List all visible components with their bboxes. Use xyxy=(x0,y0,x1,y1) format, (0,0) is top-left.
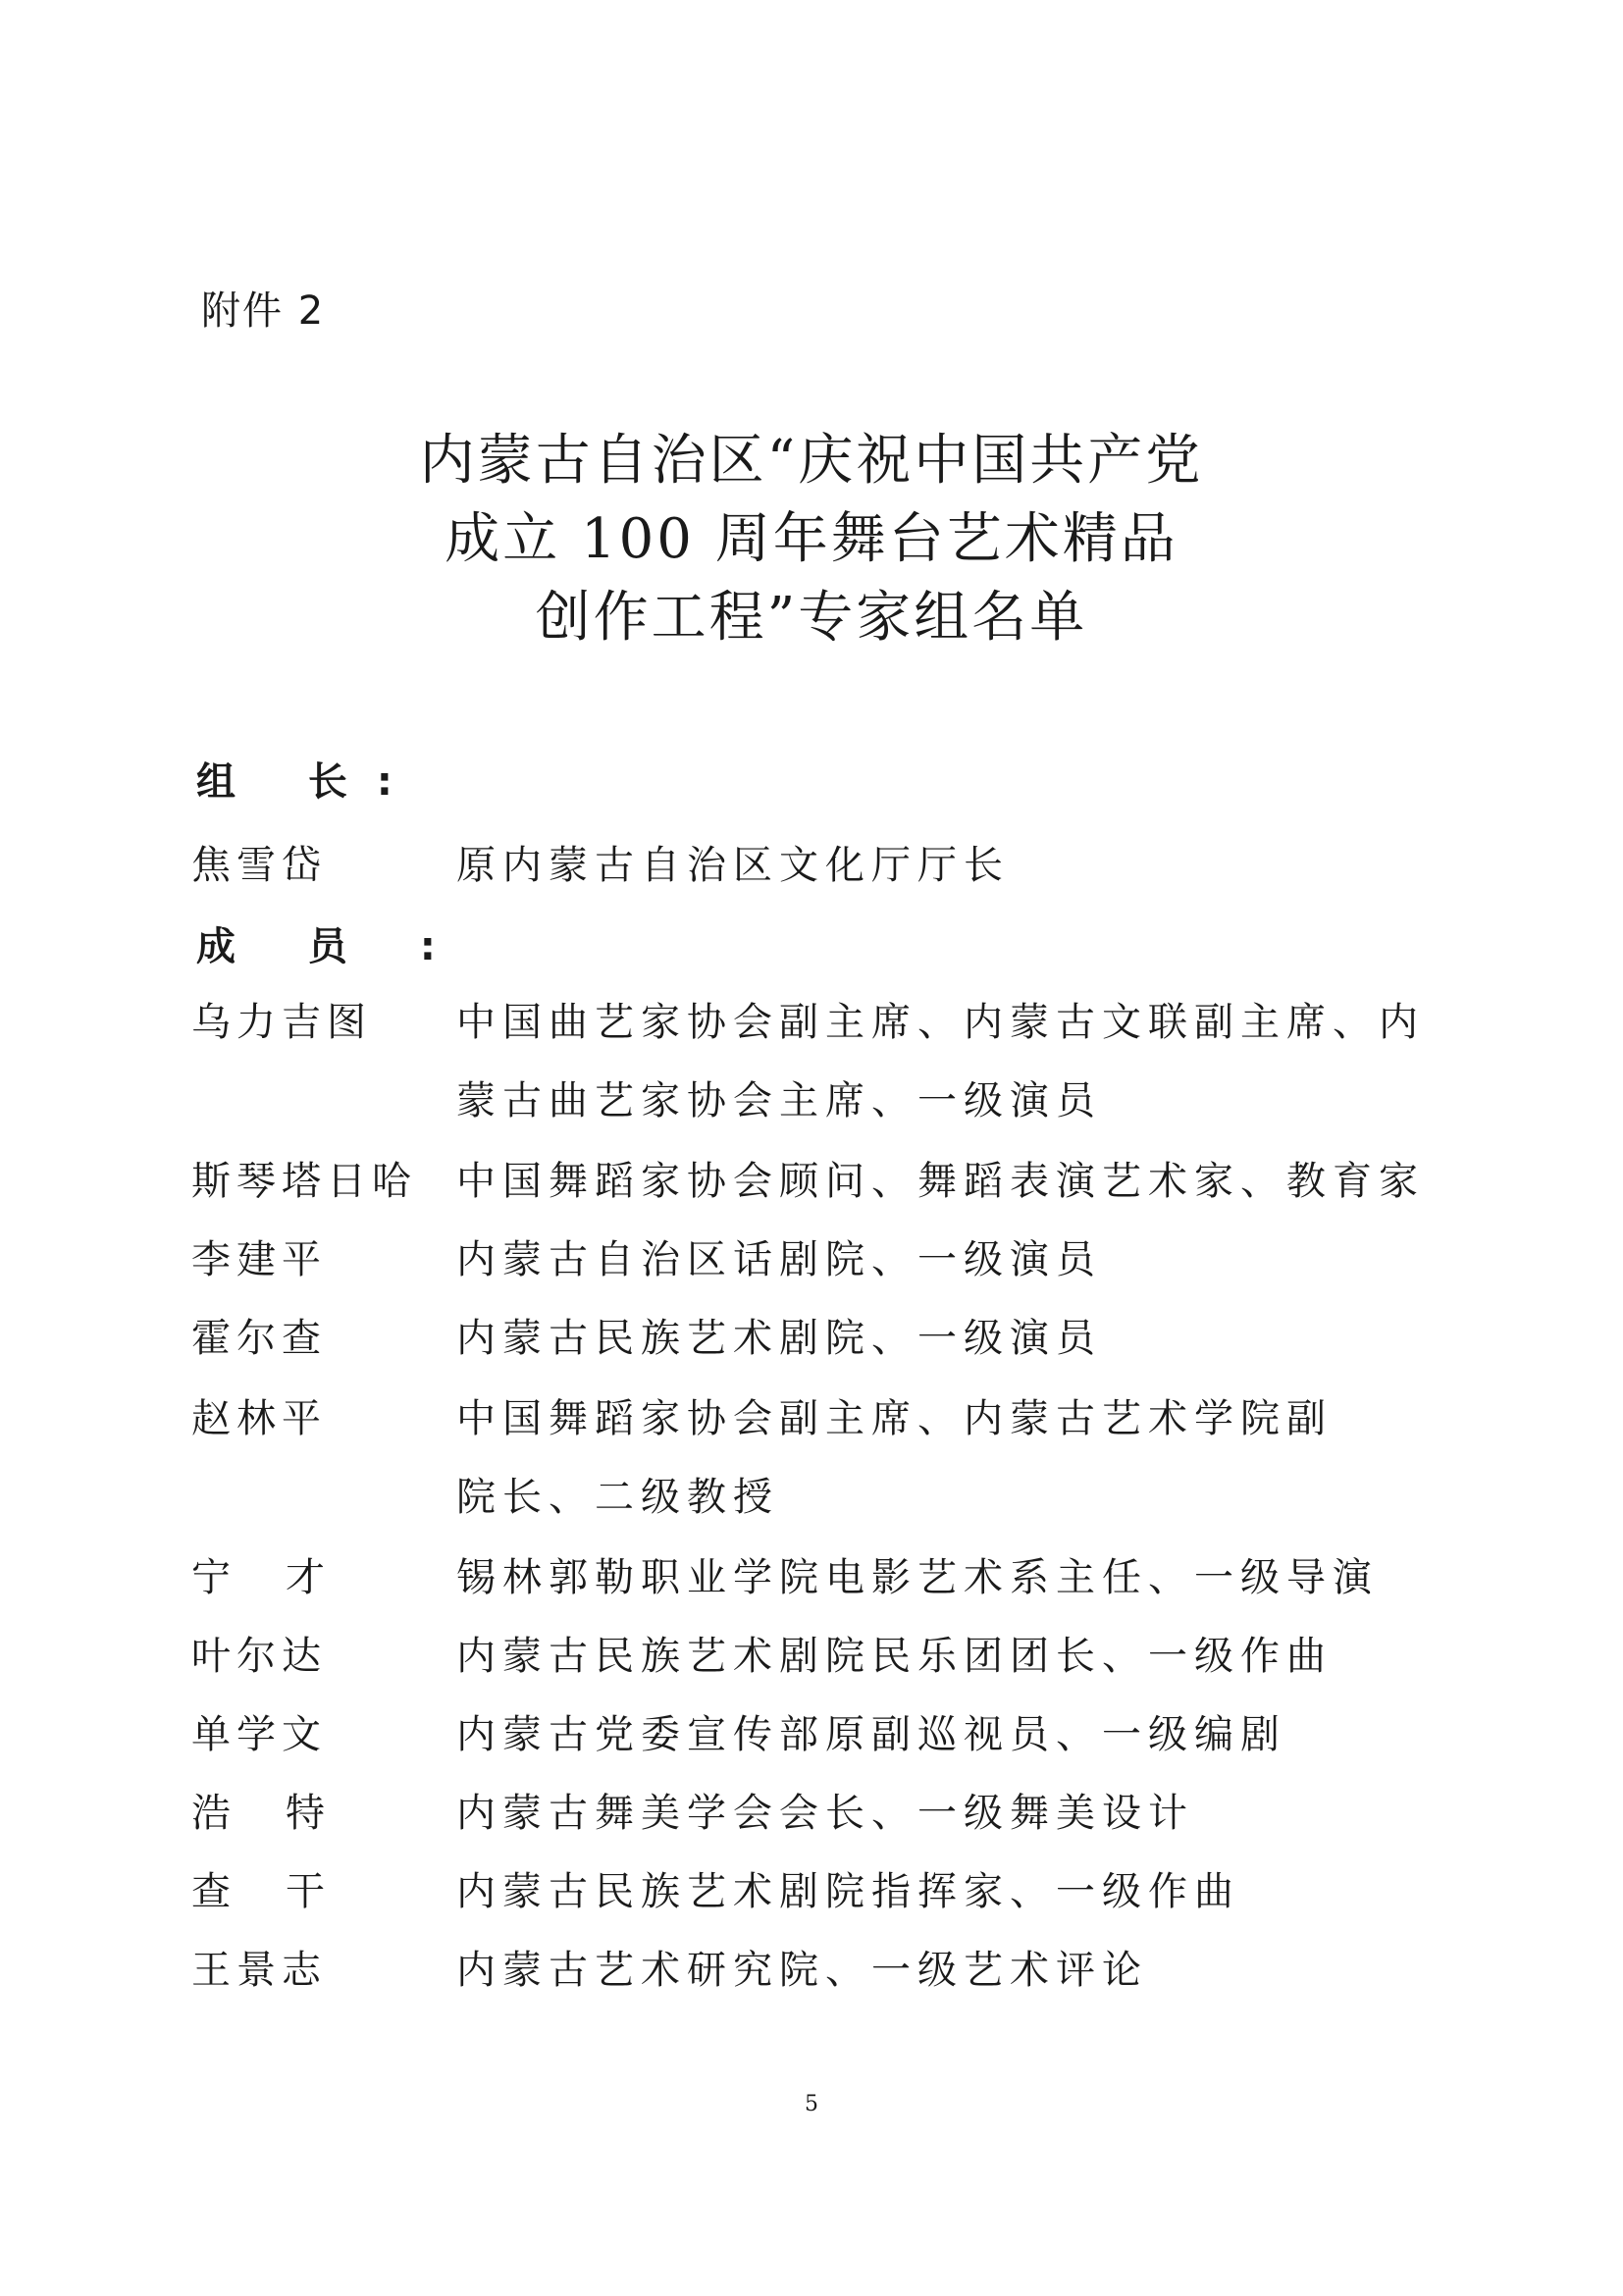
member-row xyxy=(191,1299,1428,1378)
document-title xyxy=(0,422,1623,657)
member-description: 中国舞蹈家协会顾问、舞蹈表演艺术家、教育家 xyxy=(456,1159,1425,1204)
member-description: 内蒙古民族艺术剧院、一级演员 xyxy=(456,1316,1102,1361)
member-name: 乌力吉图 xyxy=(191,1000,372,1045)
member-row xyxy=(191,1380,1428,1537)
member-name: 斯琴塔日哈 xyxy=(191,1159,417,1204)
member-row xyxy=(191,1774,1428,1852)
member-name: 赵林平 xyxy=(191,1396,327,1441)
member-name: 浩特 xyxy=(191,1791,380,1836)
title-line-2: 成立 100 周年舞台艺术精品 xyxy=(445,507,1178,571)
member-name: 李建平 xyxy=(191,1237,327,1282)
title-line-3: 创作工程”专家组名单 xyxy=(535,586,1088,650)
member-description: 锡林郭勒职业学院电影艺术系主任、一级导演 xyxy=(456,1555,1379,1600)
member-description xyxy=(456,983,1428,1140)
member-description: 内蒙古舞美学会会长、一级舞美设计 xyxy=(456,1791,1194,1836)
member-row xyxy=(191,1539,1428,1617)
member-row xyxy=(191,1221,1428,1299)
member-description-line: 蒙古曲艺家协会主席、一级演员 xyxy=(456,1078,1102,1123)
member-description: 内蒙古民族艺术剧院民乐团团长、一级作曲 xyxy=(456,1634,1333,1679)
member-name: 叶尔达 xyxy=(191,1634,327,1679)
title-line-1: 内蒙古自治区“庆祝中国共产党 xyxy=(419,429,1204,493)
member-row xyxy=(191,1142,1428,1221)
member-row xyxy=(191,1696,1428,1774)
attachment-label: 附件 2 xyxy=(201,288,326,334)
member-description: 内蒙古艺术研究院、一级艺术评论 xyxy=(456,1948,1148,1993)
page-number: 5 xyxy=(805,2092,818,2116)
member-description: 内蒙古自治区话剧院、一级演员 xyxy=(456,1237,1102,1282)
member-name: 宁才 xyxy=(191,1555,380,1600)
leader-section-label: 组 长: xyxy=(196,759,422,805)
member-description-line: 院长、二级教授 xyxy=(456,1475,779,1520)
member-description-line: 中国曲艺家协会副主席、内蒙古文联副主席、内 xyxy=(456,1000,1425,1045)
leader-name: 焦雪岱 xyxy=(191,843,327,888)
members-section-label: 成 员 : xyxy=(196,924,465,969)
member-row xyxy=(191,1931,1428,2009)
member-row xyxy=(191,1852,1428,1931)
member-description xyxy=(456,1380,1428,1537)
member-row xyxy=(191,1617,1428,1696)
member-description-line: 中国舞蹈家协会副主席、内蒙古艺术学院副 xyxy=(456,1396,1333,1441)
member-description: 内蒙古党委宣传部原副巡视员、一级编剧 xyxy=(456,1712,1286,1757)
member-name: 单学文 xyxy=(191,1712,327,1757)
member-name: 王景志 xyxy=(191,1948,327,1993)
leader-row xyxy=(191,826,1428,905)
leader-description: 原内蒙古自治区文化厅厅长 xyxy=(456,843,1010,888)
member-name: 查干 xyxy=(191,1869,380,1914)
member-name: 霍尔查 xyxy=(191,1316,327,1361)
member-row xyxy=(191,983,1428,1140)
member-description: 内蒙古民族艺术剧院指挥家、一级作曲 xyxy=(456,1869,1240,1914)
